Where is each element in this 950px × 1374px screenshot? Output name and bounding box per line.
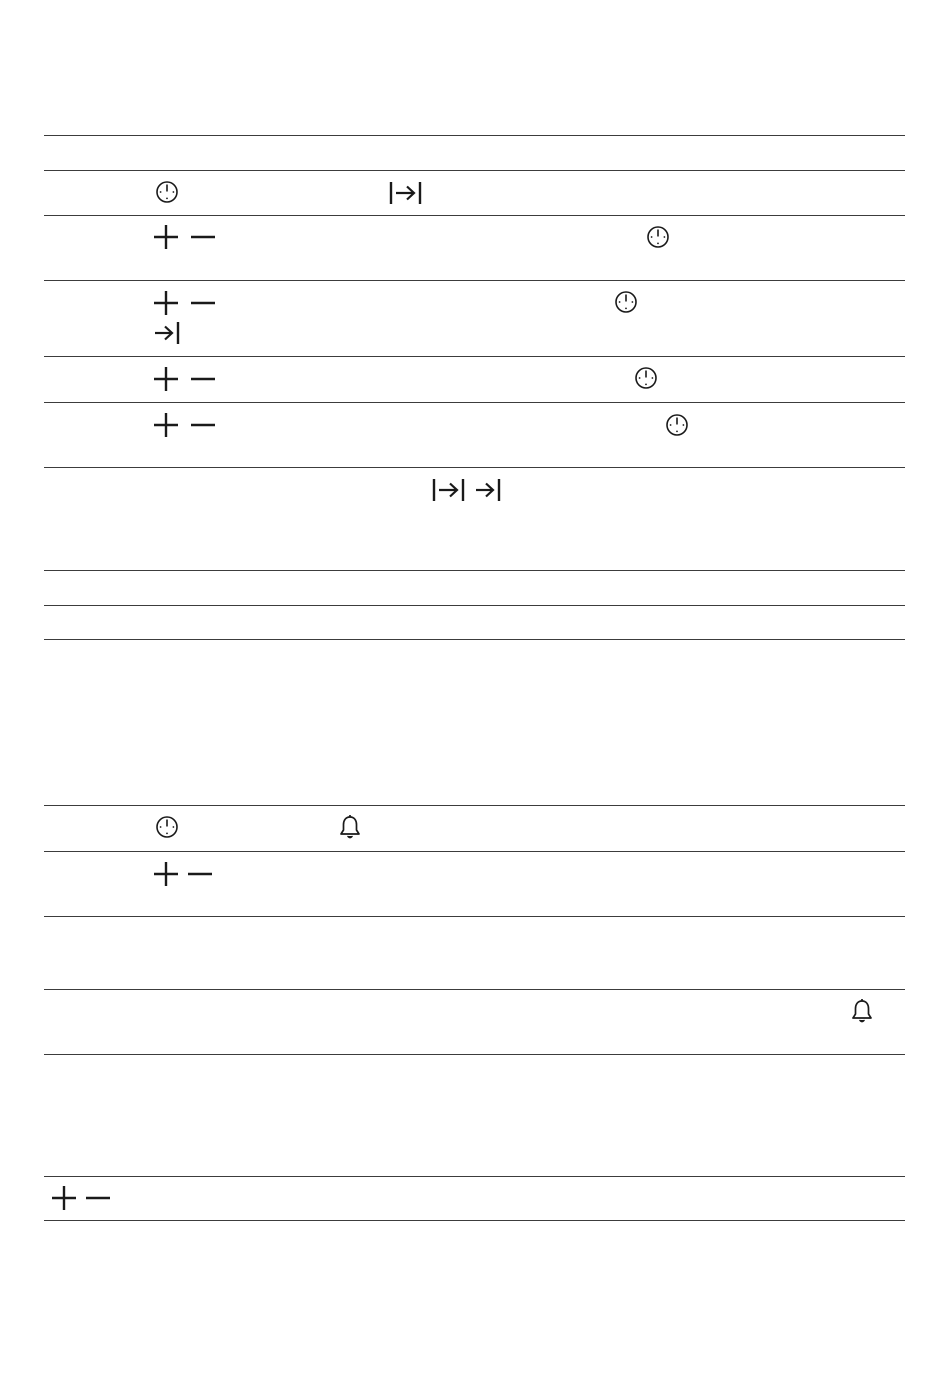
table-rule — [44, 135, 905, 136]
table-rule — [44, 356, 905, 357]
next-bar-icon — [432, 477, 466, 503]
table-rule — [44, 1176, 905, 1177]
table-rule — [44, 215, 905, 216]
table-rule — [44, 916, 905, 917]
minus-icon — [190, 290, 216, 316]
plus-icon — [153, 366, 179, 392]
clock-icon — [665, 413, 689, 437]
minus-icon — [190, 366, 216, 392]
plus-icon — [153, 412, 179, 438]
table-rule — [44, 170, 905, 171]
table-rule — [44, 639, 905, 640]
bell-icon — [338, 814, 362, 840]
next-icon — [153, 320, 181, 346]
table-rule — [44, 402, 905, 403]
table-rule — [44, 1054, 905, 1055]
table-rule — [44, 851, 905, 852]
plus-icon — [153, 861, 179, 887]
clock-icon — [614, 290, 638, 314]
clock-icon — [155, 815, 179, 839]
clock-icon — [634, 366, 658, 390]
table-rule — [44, 605, 905, 606]
table-rule — [44, 280, 905, 281]
minus-icon — [187, 861, 213, 887]
bell-icon — [850, 998, 874, 1024]
clock-icon — [646, 225, 670, 249]
plus-icon — [51, 1185, 77, 1211]
minus-icon — [190, 412, 216, 438]
minus-icon — [190, 224, 216, 250]
next-icon — [474, 477, 502, 503]
table-rule — [44, 989, 905, 990]
plus-icon — [153, 290, 179, 316]
plus-icon — [153, 224, 179, 250]
clock-icon — [155, 180, 179, 204]
table-rule — [44, 1220, 905, 1221]
next-bar-icon — [389, 180, 423, 206]
table-rule — [44, 570, 905, 571]
minus-icon — [85, 1185, 111, 1211]
table-rule — [44, 805, 905, 806]
table-rule — [44, 467, 905, 468]
